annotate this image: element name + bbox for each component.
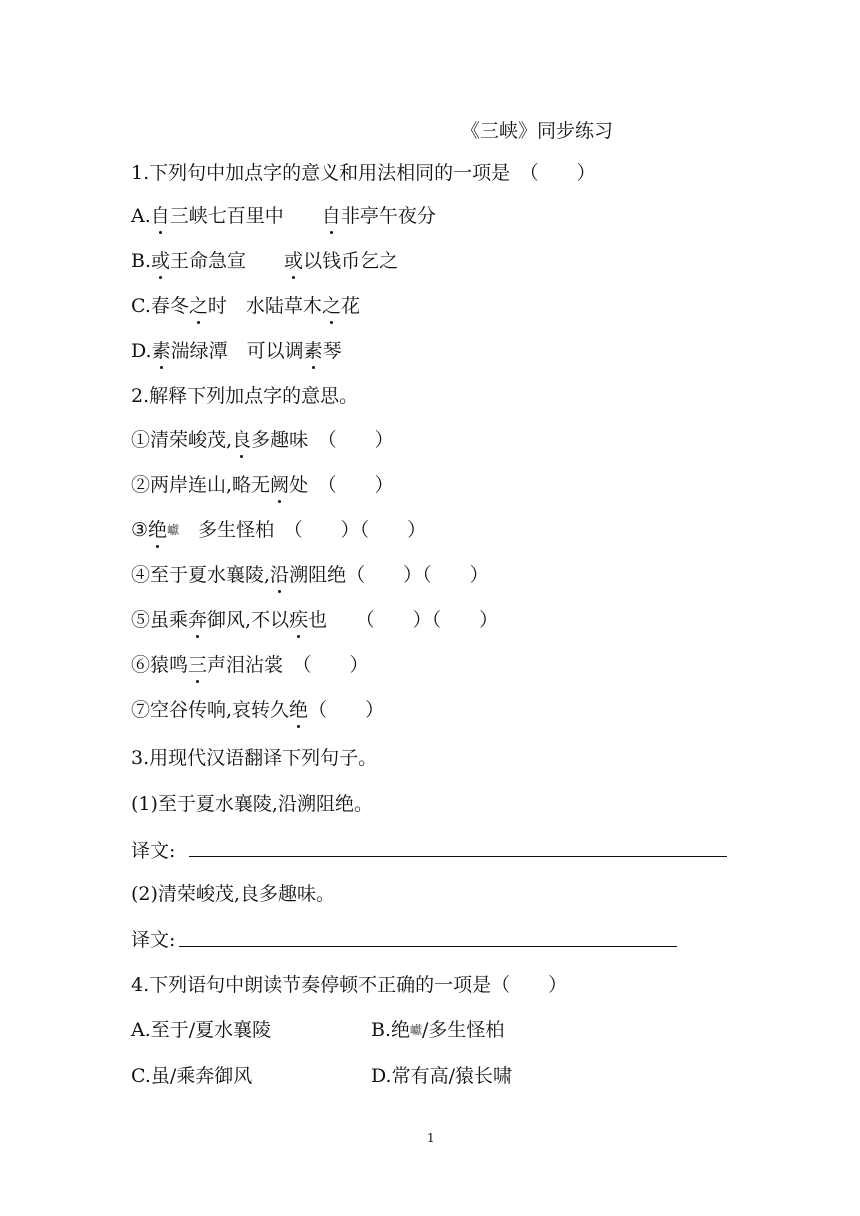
option-text: 时 水陆草木 (207, 295, 322, 317)
item-text: 声泪沾裳 （ ） (207, 654, 369, 676)
q4-option-a: A.至于/夏水襄陵 (131, 1019, 272, 1041)
rare-char: 巘 (167, 523, 180, 537)
dotted-char: 或 (151, 250, 171, 272)
q1-stem: 1.下列句中加点字的意义和用法相同的一项是 （ ） (131, 162, 596, 184)
option-text: C.春冬 (131, 295, 189, 317)
dotted-char: 奔 (188, 609, 208, 631)
option-text: 非亭午夜分 (340, 205, 436, 227)
item-text: 处 （ ） (289, 474, 394, 496)
dotted-char: 绝 (289, 699, 309, 721)
option-text: 以钱币乞之 (303, 250, 399, 272)
dotted-char: 三 (188, 654, 208, 676)
rare-char: 巘 (410, 1023, 423, 1037)
q4-option-c: C.虽/乘奔御风 (131, 1065, 253, 1087)
item-text: 多生怪柏 （ ）（ ） (179, 519, 427, 541)
item-text: （ ） (308, 699, 385, 721)
q2-item-3 (131, 517, 426, 543)
q4-option-b (371, 1017, 504, 1043)
dotted-char: 沿 (270, 564, 290, 586)
dotted-char: 自 (321, 205, 341, 227)
q2-item-7 (131, 697, 384, 723)
item-text: ②两岸连山,略无 (131, 474, 271, 496)
q3-stem: 3.用现代汉语翻译下列句子。 (131, 747, 378, 769)
translation-answer-line-2[interactable] (179, 946, 677, 947)
item-text: 御风,不以 (207, 609, 290, 631)
q3-translation-label-1: 译文: (131, 840, 176, 862)
q3-sentence-2: (2)清荣峻茂,良多趣味。 (131, 883, 335, 905)
dotted-char: 之 (188, 295, 208, 317)
q2-stem: 2.解释下列加点字的意思。 (131, 385, 359, 407)
option-text: /多生怪柏 (422, 1019, 505, 1041)
option-text: 湍绿潭 可以调 (170, 340, 304, 362)
q2-item-5 (131, 607, 498, 633)
item-text: ③ (131, 519, 149, 541)
q1-option-b (131, 248, 398, 274)
option-letter: A. (131, 205, 151, 227)
q4-stem: 4.下列语句中朗读节奏停顿不正确的一项是（ ） (131, 974, 568, 996)
q2-item-2 (131, 472, 394, 498)
dotted-char: 自 (150, 205, 170, 227)
dotted-char: 之 (321, 295, 341, 317)
translation-answer-line-1[interactable] (189, 856, 727, 857)
item-text: 溯阻绝（ ）（ ） (289, 564, 489, 586)
q1-option-d (131, 338, 342, 364)
option-text: B.绝 (371, 1019, 411, 1041)
dotted-char: 阙 (270, 474, 290, 496)
page-number: 1 (427, 1131, 435, 1145)
q1-option-c (131, 293, 360, 319)
q1-option-a (131, 203, 436, 229)
page-title: 《三峡》同步练习 (461, 120, 614, 142)
item-text: ④至于夏水襄陵, (131, 564, 271, 586)
option-text: 琴 (322, 340, 342, 362)
q2-item-1 (131, 427, 394, 453)
option-text: 花 (340, 295, 360, 317)
dotted-char: 疾 (289, 609, 309, 631)
dotted-char: 绝 (148, 519, 168, 541)
dotted-char: 素 (303, 340, 323, 362)
item-text: 多趣味 （ ） (251, 429, 394, 451)
option-letter: B. (131, 250, 152, 272)
q3-sentence-1: (1)至于夏水襄陵,沿溯阻绝。 (131, 793, 373, 815)
item-text: ⑥猿鸣 (131, 654, 189, 676)
q4-option-d: D.常有高/猿长啸 (371, 1065, 512, 1087)
item-text: 也 （ ）（ ） (308, 609, 499, 631)
item-text: ①清荣峻茂, (131, 429, 233, 451)
dotted-char: 良 (232, 429, 252, 451)
q3-translation-label-2: 译文: (131, 929, 176, 951)
option-letter: D. (131, 340, 152, 362)
dotted-char: 素 (151, 340, 171, 362)
option-text: 王命急宣 (170, 250, 285, 272)
option-text: 三峡七百里中 (169, 205, 322, 227)
dotted-char: 或 (284, 250, 304, 272)
item-text: ⑤虽乘 (131, 609, 189, 631)
q2-item-4 (131, 562, 489, 588)
q2-item-6 (131, 652, 369, 678)
item-text: ⑦空谷传响,哀转久 (131, 699, 290, 721)
